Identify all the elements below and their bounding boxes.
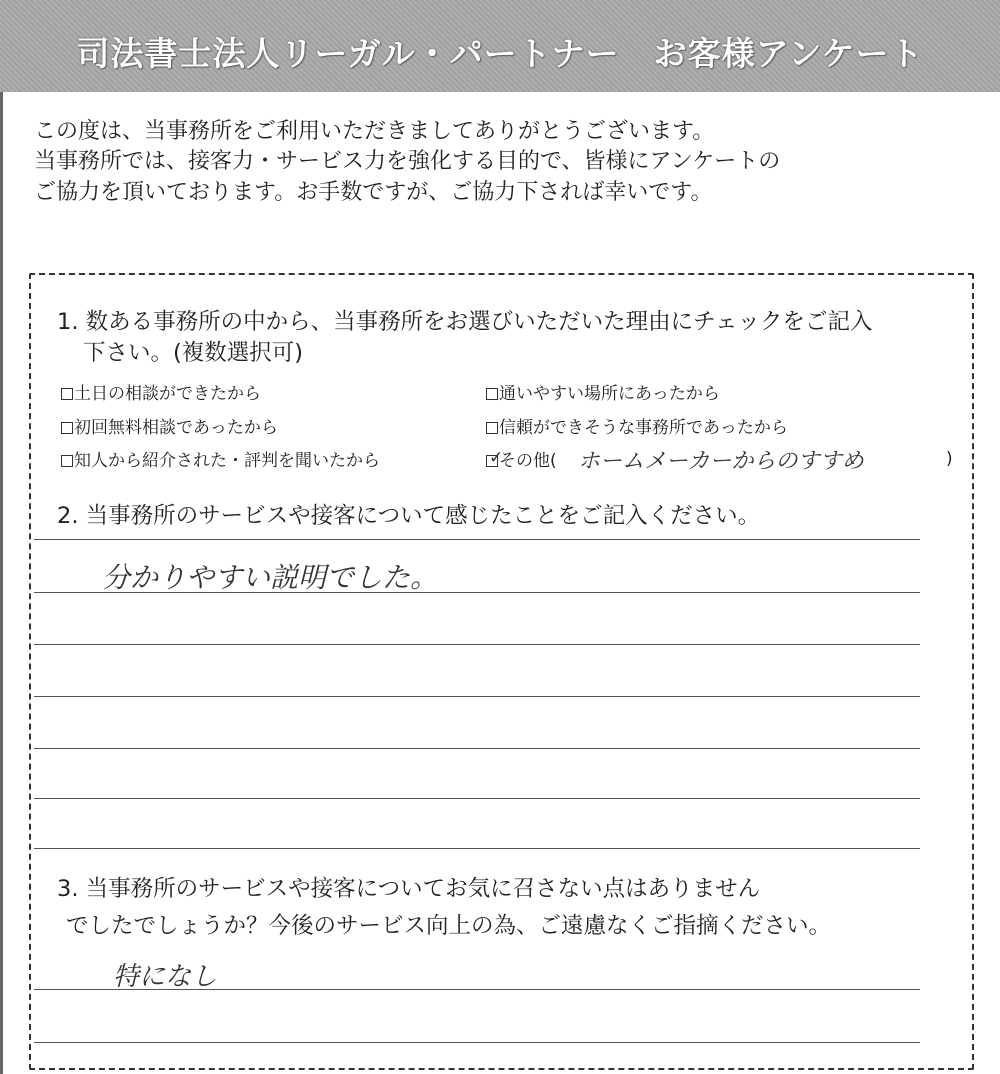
page-left-border [0,92,3,1074]
option-label: 信頼ができそうな事務所であったから [499,418,788,438]
option-label: その他( [499,451,557,471]
checkbox-other[interactable] [486,448,504,468]
check-mark-icon: ✓ [489,448,504,468]
option-weekend-consult[interactable] [61,383,261,405]
checkbox-convenient-location[interactable] [486,388,498,400]
q2-answer-line-5 [34,748,920,749]
option-label: 知人から紹介された・評判を聞いたから [74,451,380,471]
q2-answer-line-7 [34,848,920,849]
intro-line-2: 当事務所では、接客力・サービス力を強化する目的で、皆様にアンケートの [34,149,781,174]
checkbox-weekend-consult[interactable] [61,388,73,400]
q2-answer-handwritten[interactable]: 分かりやすい説明でした。 [102,561,439,594]
option-label: 初回無料相談であったから [74,418,278,438]
page-title: 司法書士法人リーガル・パートナー お客様アンケート [76,34,924,73]
q2-answer-line-2 [34,592,920,593]
other-close-paren: ) [946,449,953,469]
option-label: 土日の相談ができたから [74,384,261,404]
title-bar [0,0,1000,92]
q1-text-line-2: 下さい。(複数選択可) [83,340,304,366]
option-label: 通いやすい場所にあったから [499,384,720,404]
q2-text: 2. 当事務所のサービスや接客について感じたことをご記入ください。 [57,503,761,529]
q1-text-line-1: 1. 数ある事務所の中から、当事務所をお選びいただいた理由にチェックをご記入 [57,309,873,335]
intro-line-3: ご協力を頂いております。お手数ですが、ご協力下されば幸いです。 [34,180,713,205]
q2-answer-line-1 [34,539,920,540]
option-free-first-consult[interactable] [61,417,278,439]
checkbox-trustworthy[interactable] [486,422,498,434]
intro-line-1: この度は、当事務所をご利用いただきましてありがとうございます。 [34,119,715,144]
other-reason-handwritten: ホームメーカーからのすすめ [578,449,864,474]
option-convenient-location[interactable] [486,383,720,405]
q3-text-line-2: でしたでしょうか？今後のサービス向上の為、ご遠慮なくご指摘ください。 [66,913,832,939]
checkbox-free-first-consult[interactable] [61,422,73,434]
option-referral[interactable] [61,450,380,472]
q2-answer-line-3 [34,644,920,645]
q2-answer-line-6 [34,798,920,799]
q3-answer-line-2 [34,1042,920,1043]
q2-answer-line-4 [34,696,920,697]
q3-text-line-1: 3. 当事務所のサービスや接客についてお気に召さない点はありません [57,876,761,902]
option-other[interactable] [486,450,557,472]
checkbox-referral[interactable] [61,455,73,467]
q3-answer-handwritten[interactable]: 特になし [113,962,218,992]
option-trustworthy[interactable] [486,417,788,439]
q3-answer-line-1 [34,989,920,990]
